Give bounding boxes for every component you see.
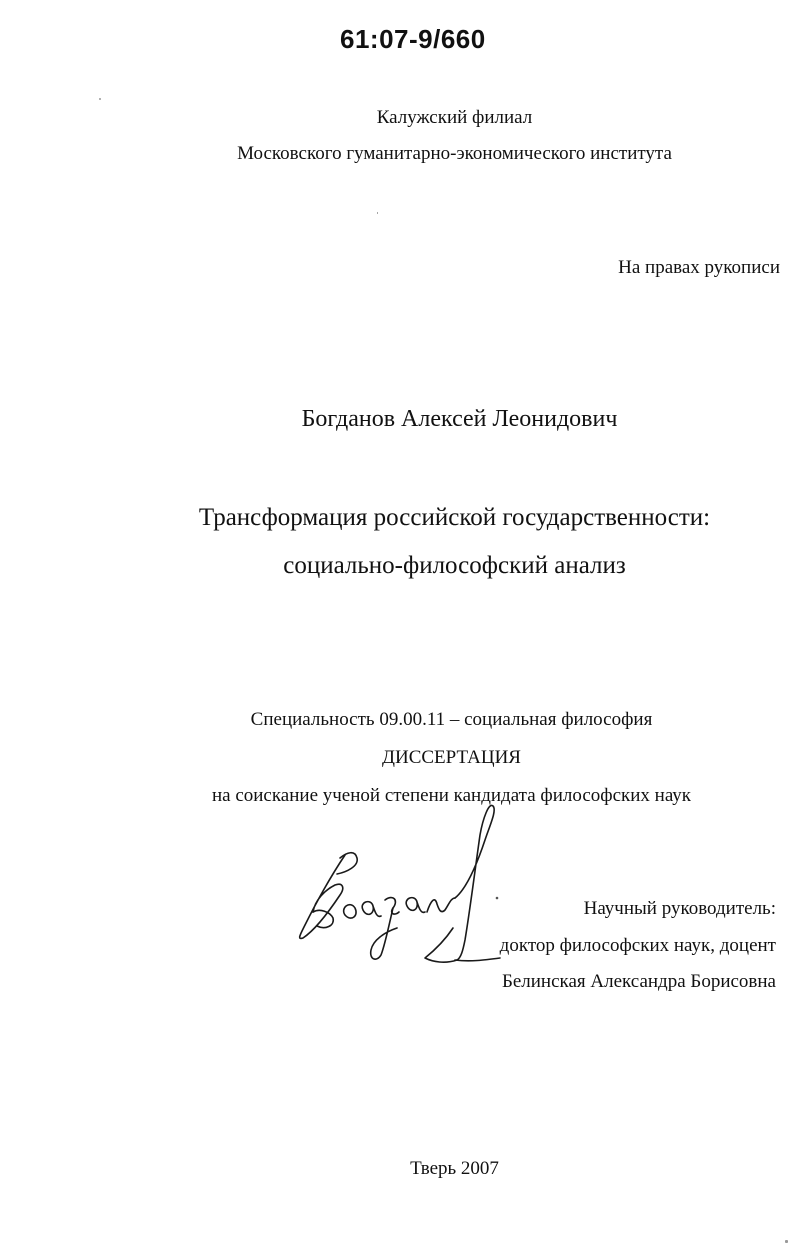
scan-speck	[785, 1240, 788, 1243]
place-and-year: Тверь 2007	[410, 1158, 499, 1179]
supervisor-rank: доктор философских наук, доцент	[499, 935, 776, 956]
institution-line-1: Калужский филиал	[376, 107, 533, 128]
signature-icon	[285, 800, 515, 980]
degree-statement: на соискание ученой степени кандидата философских наук	[211, 785, 692, 806]
supervisor-name: Белинская Александра Борисовна	[501, 971, 776, 992]
scan-speck	[99, 98, 101, 100]
supervisor-label: Научный руководитель:	[583, 898, 776, 919]
title-line-1: Трансформация российской государственности:	[198, 504, 711, 531]
manuscript-note: На правах рукописи	[618, 257, 780, 278]
author-name: Богданов Алексей Леонидович	[301, 406, 618, 432]
library-code: 61:07-9/660	[340, 24, 486, 54]
scan-speck	[377, 212, 378, 214]
work-type: ДИССЕРТАЦИЯ	[382, 747, 521, 768]
specialty: Специальность 09.00.11 – социальная философия	[250, 709, 653, 730]
title-line-2: социально-философский анализ	[283, 552, 626, 579]
institution-line-2: Московского гуманитарно-экономического института	[237, 143, 672, 164]
